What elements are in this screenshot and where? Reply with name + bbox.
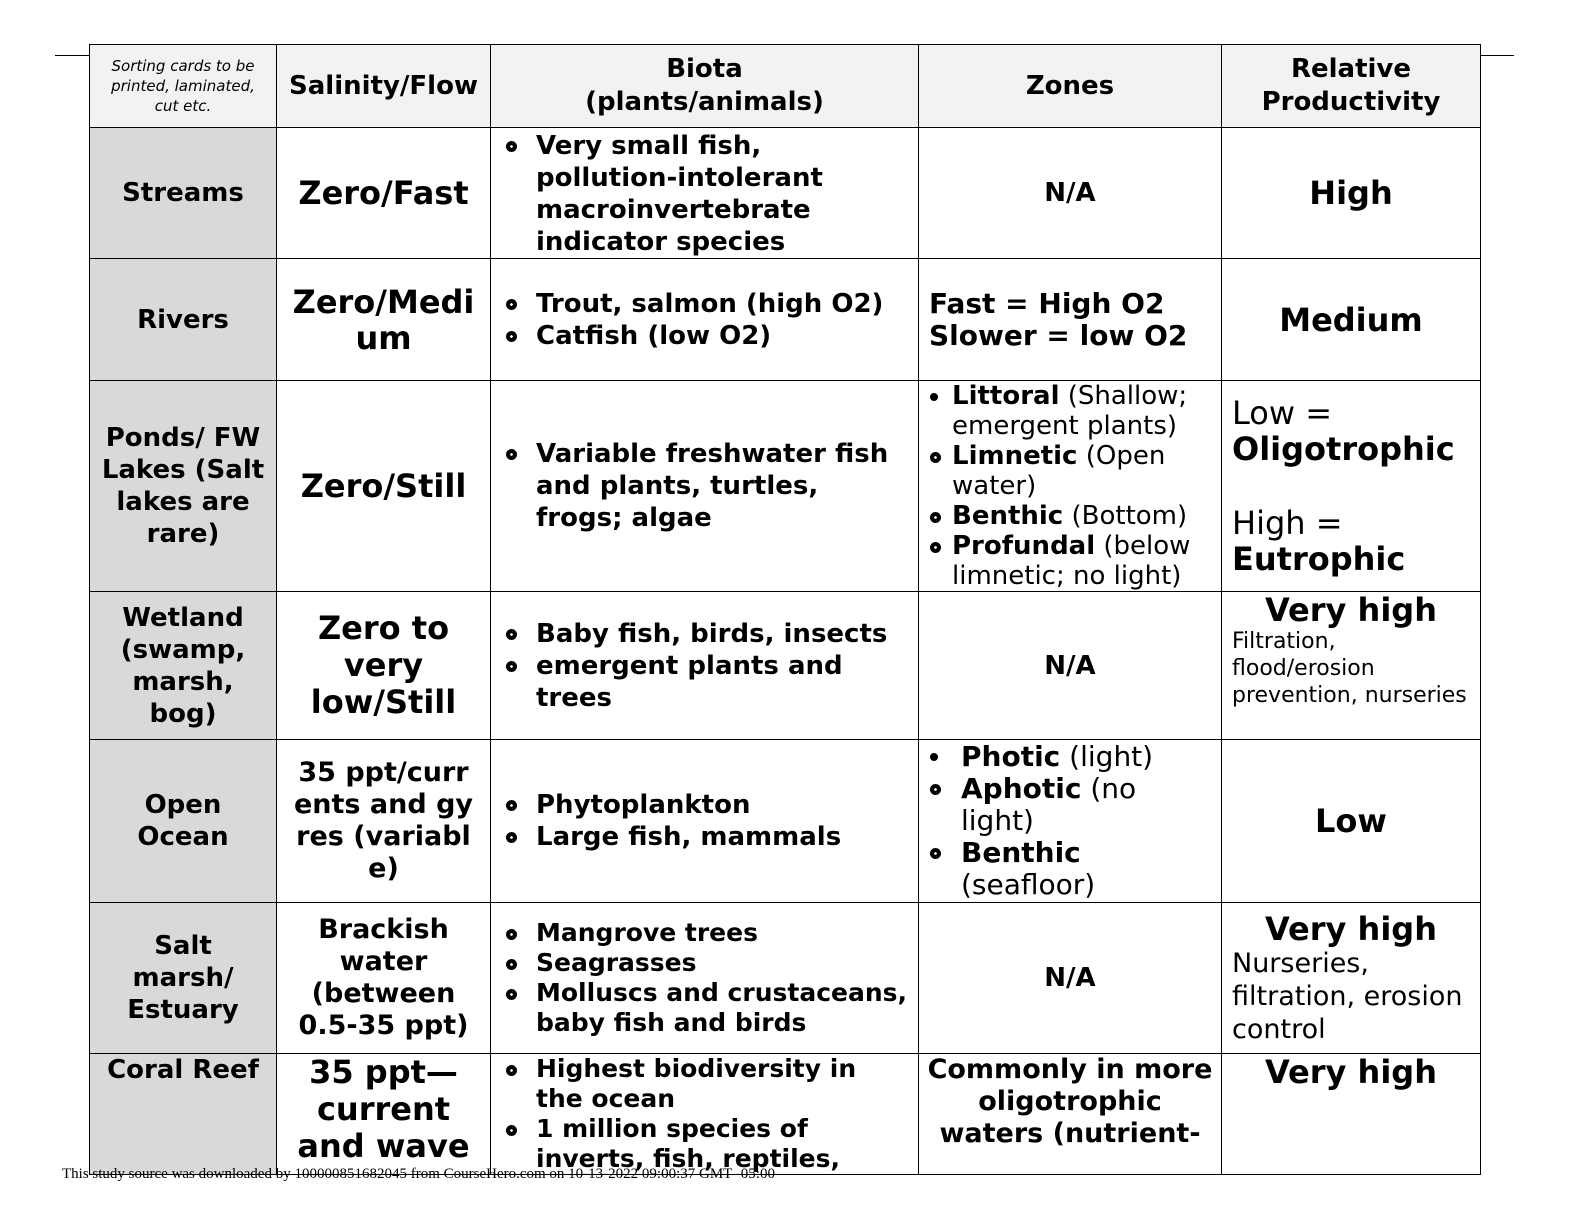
productivity-coral-reef: Very high	[1222, 1054, 1481, 1175]
column-header-zones: Zones	[919, 45, 1222, 128]
table-row	[90, 381, 1481, 592]
zone-item: Photic (light)	[927, 741, 1211, 773]
row-label-open-ocean: Open Ocean	[90, 740, 277, 903]
productivity-wetland	[1222, 592, 1481, 740]
productivity-note: Filtration, flood/erosion prevention, nurseries	[1232, 629, 1467, 708]
biota-item: Molluscs and crustaceans, baby fish and birds	[501, 978, 908, 1038]
biota-item: Baby fish, birds, insects	[501, 618, 908, 650]
productivity-rivers: Medium	[1222, 259, 1481, 381]
zone-item: Limnetic (Open water)	[927, 441, 1217, 501]
table-row	[90, 592, 1481, 740]
table-row	[90, 128, 1481, 259]
zones-wetland: N/A	[919, 592, 1222, 740]
row-label-ponds-lakes: Ponds/ FW Lakes (Salt lakes are rare)	[90, 381, 277, 592]
zone-line: Slower = low O2	[929, 318, 1188, 352]
biota-coral-reef	[491, 1054, 919, 1175]
biota-rivers	[491, 259, 919, 381]
corner-note: Sorting cards to be printed, laminated, cut etc.	[90, 45, 277, 128]
table-row	[90, 259, 1481, 381]
table-row	[90, 740, 1481, 903]
biota-streams	[491, 128, 919, 259]
biota-item: Variable freshwater fish and plants, turtles, frogs; algae	[501, 438, 908, 534]
row-label-salt-marsh-estuary: Salt marsh/ Estuary	[90, 903, 277, 1054]
biota-item: Mangrove trees	[501, 918, 908, 948]
zone-item: Benthic (seafloor)	[927, 837, 1211, 901]
biota-item: Highest biodiversity in the ocean	[501, 1054, 908, 1114]
biota-item: Large fish, mammals	[501, 821, 908, 853]
productivity-low-label: Low =	[1232, 394, 1332, 432]
zones-coral-reef: Commonly in more oligotrophic waters (nutrient-	[919, 1054, 1222, 1175]
table-header-row	[90, 45, 1481, 128]
zones-streams: N/A	[919, 128, 1222, 259]
column-header-biota: Biota (plants/animals)	[491, 45, 919, 128]
header-rule-left	[55, 55, 91, 56]
zone-item: Aphotic (no light)	[927, 773, 1211, 837]
productivity-open-ocean: Low	[1222, 740, 1481, 903]
download-footer: This study source was downloaded by 100000851682045 from CourseHero.com on 10-13-2022 09:00:37 GMT -05:00	[62, 1166, 775, 1182]
zone-item: Profundal (below limnetic; no light)	[927, 531, 1217, 591]
zones-open-ocean	[919, 740, 1222, 903]
salinity-streams: Zero/Fast	[277, 128, 491, 259]
table-row	[90, 1054, 1481, 1175]
productivity-high-value: Eutrophic	[1232, 540, 1406, 578]
biota-item: Phytoplankton	[501, 789, 908, 821]
biota-open-ocean	[491, 740, 919, 903]
table-row	[90, 903, 1481, 1054]
productivity-ponds-lakes	[1222, 381, 1481, 592]
biome-sorting-table	[89, 44, 1481, 1175]
salinity-wetland: Zero to very low/Still	[277, 592, 491, 740]
header-rule-right	[1478, 55, 1514, 56]
productivity-streams: High	[1222, 128, 1481, 259]
productivity-note: Nurseries, filtration, erosion control	[1232, 947, 1463, 1045]
zones-rivers	[919, 259, 1222, 381]
biota-item: Trout, salmon (high O2)	[501, 288, 908, 320]
zone-item: Littoral (Shallow; emergent plants)	[927, 381, 1217, 441]
row-label-rivers: Rivers	[90, 259, 277, 381]
biota-item: Very small fish, pollution-intolerant macroinvertebrate indicator species	[501, 130, 908, 258]
zone-line: Fast = High O2	[929, 286, 1165, 320]
zone-item: Benthic (Bottom)	[927, 501, 1217, 531]
salinity-ponds-lakes: Zero/Still	[277, 381, 491, 592]
productivity-value: Very high	[1265, 591, 1437, 629]
zones-salt-marsh-estuary: N/A	[919, 903, 1222, 1054]
row-label-wetland: Wetland (swamp, marsh, bog)	[90, 592, 277, 740]
row-label-streams: Streams	[90, 128, 277, 259]
biota-item: 1 million species of inverts, fish, reptiles,	[501, 1114, 908, 1174]
biota-salt-marsh-estuary	[491, 903, 919, 1054]
biota-item: emergent plants and trees	[501, 650, 908, 714]
productivity-low-value: Oligotrophic	[1232, 430, 1455, 468]
salinity-rivers: Zero/Medium	[277, 259, 491, 381]
productivity-salt-marsh-estuary	[1222, 903, 1481, 1054]
row-label-coral-reef: Coral Reef	[90, 1054, 277, 1175]
biota-item: Seagrasses	[501, 948, 908, 978]
productivity-value: Very high	[1265, 909, 1437, 948]
salinity-salt-marsh-estuary: Brackish water (between 0.5-35 ppt)	[277, 903, 491, 1054]
column-header-productivity: Relative Productivity	[1222, 45, 1481, 128]
salinity-coral-reef: 35 ppt—current and wave	[277, 1054, 491, 1175]
biota-wetland	[491, 592, 919, 740]
column-header-salinity: Salinity/Flow	[277, 45, 491, 128]
biota-item: Catfish (low O2)	[501, 320, 908, 352]
salinity-open-ocean: 35 ppt/currents and gyres (variable)	[277, 740, 491, 903]
biota-ponds-lakes	[491, 381, 919, 592]
productivity-high-label: High =	[1232, 504, 1343, 542]
zones-ponds-lakes	[919, 381, 1222, 592]
